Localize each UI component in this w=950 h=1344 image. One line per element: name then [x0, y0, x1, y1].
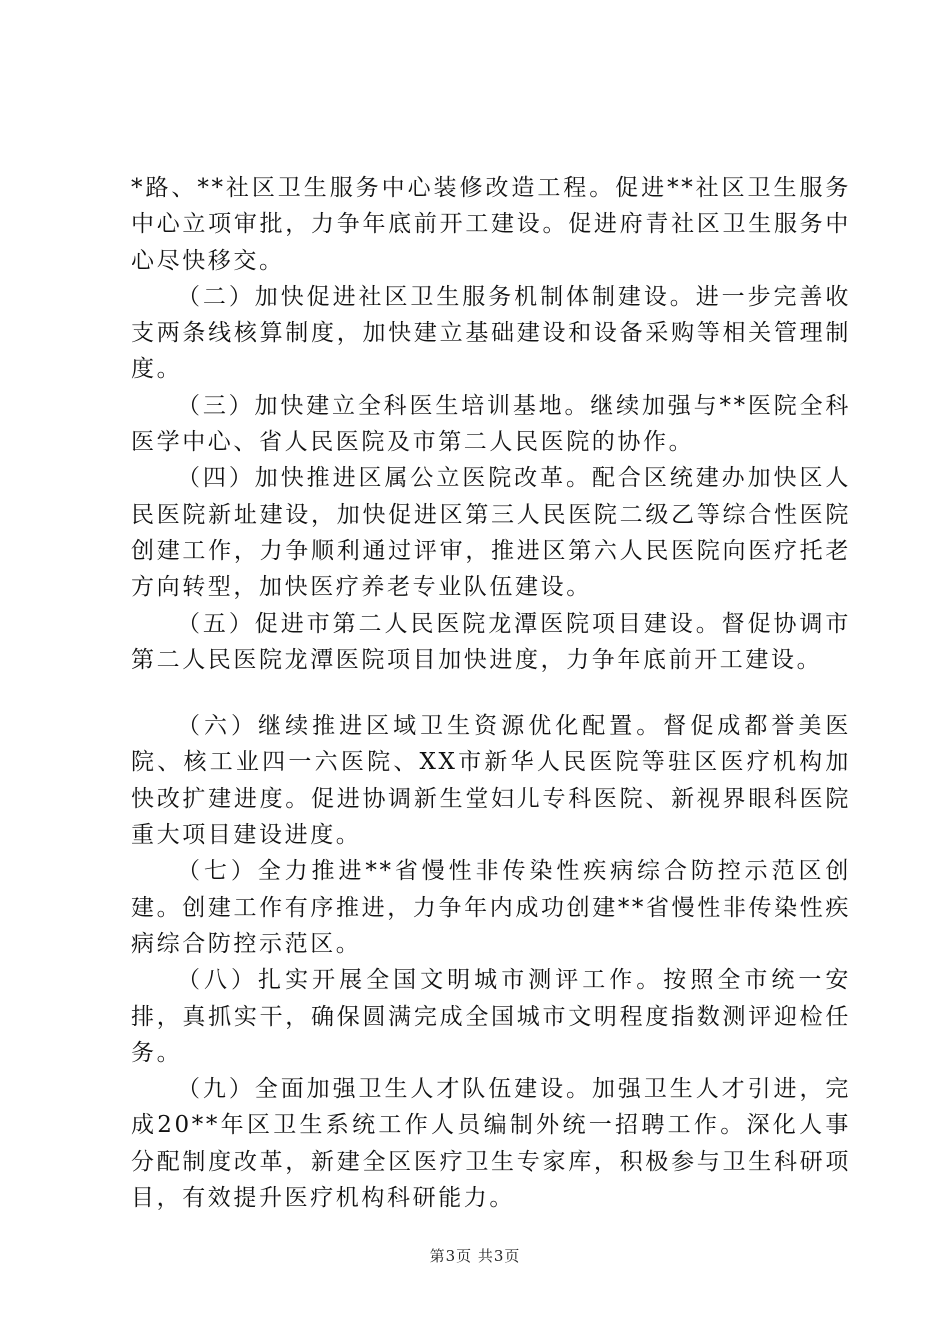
- paragraph-continuation: *路、**社区卫生服务中心装修改造工程。促进**社区卫生服务中心立项审批，力争年底前开工建设。促进府青社区卫生服务中心尽快移交。: [131, 175, 851, 274]
- document-body: [131, 170, 851, 1216]
- paragraph-item-9: （九）全面加强卫生人才队伍建设。加强卫生人才引进，完成20**年区卫生系统工作人员编制外统一招聘工作。深化人事分配制度改革，新建全区医疗卫生专家库，积极参与卫生科研项目，有效提升医疗机构科研能力。: [131, 1076, 851, 1212]
- paragraph-item-6: （六）继续推进区域卫生资源优化配置。督促成都誉美医院、核工业四一六医院、XX市新华人民医院等驻区医疗机构加快改扩建进度。促进协调新生堂妇儿专科医院、新视界眼科医院重大项目建设进度。: [131, 713, 851, 849]
- paragraph-item-2: （二）加快促进社区卫生服务机制体制建设。进一步完善收支两条线核算制度，加快建立基础建设和设备采购等相关管理制度。: [131, 283, 851, 383]
- paragraph-item-8: （八）扎实开展全国文明城市测评工作。按照全市统一安排，真抓实干，确保圆满完成全国城市文明程度指数测评迎检任务。: [131, 967, 851, 1066]
- page-number-footer: 第3页 共3页: [429, 1247, 521, 1265]
- paragraph-item-4: （四）加快推进区属公立医院改革。配合区统建办加快区人民医院新址建设，加快促进区第三人民医院二级乙等综合性医院创建工作，力争顺利通过评审，推进区第六人民医院向医疗托老方向转型，加快医疗养老专业队伍建设。: [131, 465, 851, 601]
- paragraph-item-7: （七）全力推进**省慢性非传染性疾病综合防控示范区创建。创建工作有序推进，力争年内成功创建**省慢性非传染性疾病综合防控示范区。: [131, 858, 851, 957]
- paragraph-item-5: （五）促进市第二人民医院龙潭医院项目建设。督促协调市第二人民医院龙潭医院项目加快进度，力争年底前开工建设。: [131, 610, 851, 673]
- paragraph-item-3: （三）加快建立全科医生培训基地。继续加强与**医院全科医学中心、省人民医院及市第二人民医院的协作。: [131, 392, 851, 456]
